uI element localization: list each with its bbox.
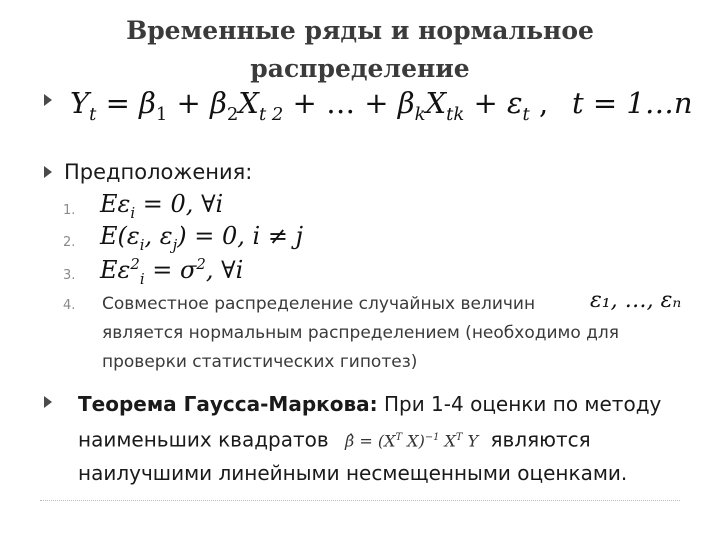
assumption-3-sup2: 2 — [196, 255, 206, 273]
formula-x2-sub: t 2 — [258, 103, 284, 125]
assumption-4-line: Совместное распределение случайных величин — [102, 294, 536, 314]
slide-title — [120, 12, 600, 88]
formula-y: Y — [70, 86, 90, 120]
assumption-1-sub: i — [130, 203, 136, 222]
ols-formula-sup1: T — [395, 432, 403, 443]
assumption-3-mid: = σ — [144, 256, 197, 284]
formula-betak: β — [397, 86, 415, 120]
bullet-arrow-icon — [44, 396, 52, 408]
assumption-number-4: 4. — [63, 298, 76, 313]
formula-x2: X — [238, 86, 259, 120]
formula-y-sub: t — [89, 103, 97, 125]
formula-eps: ε — [506, 86, 523, 120]
assumption-3-sub: i — [139, 269, 145, 288]
assumption-number-3: 3. — [63, 268, 76, 283]
assumption-2-main: E(ε — [100, 222, 140, 250]
formula-dots: + … + — [283, 86, 398, 120]
slide-title-line-1: Временные ряды и нормальное — [126, 16, 594, 45]
ols-formula-sup2: −1 — [424, 432, 440, 443]
theorem-text-before: При 1-4 оценки по методу наименьших квадратов — [78, 392, 662, 452]
assumption-3-sup: 2 — [130, 255, 140, 273]
assumption-3-main: Eε — [100, 256, 131, 284]
slide-title-line-2: распределение — [250, 54, 470, 83]
ols-formula-mid2: X — [439, 431, 456, 451]
theorem-name: Теорема Гаусса-Маркова: — [78, 392, 378, 416]
formula-beta1-sub: 1 — [155, 103, 168, 125]
formula-beta2: β — [210, 86, 227, 120]
formula-range: t = 1…n — [572, 86, 693, 120]
bottom-divider — [40, 500, 680, 501]
bullet-arrow-icon — [44, 94, 52, 106]
formula-comma: , — [529, 86, 549, 120]
assumption-2-rest: ) = 0, i ≠ j — [177, 222, 304, 250]
formula-betak-sub: k — [414, 103, 426, 125]
assumption-1-main: Eε — [100, 190, 131, 218]
assumption-2-mid: , ε — [144, 222, 173, 250]
assumption-formula-3 — [100, 255, 243, 288]
regression-formula — [70, 86, 548, 125]
formula-xk: X — [425, 86, 447, 120]
assumption-2-sub: i — [139, 235, 145, 254]
assumption-4-continuation: является нормальным распределением (необходимо для проверки статистических гипотез) — [102, 323, 620, 372]
formula-eq: = — [96, 86, 140, 120]
assumption-4-eps-range: ε₁, …, εₙ — [590, 288, 682, 313]
assumption-formula-1 — [100, 190, 223, 222]
ols-formula-mid: X) — [402, 431, 425, 451]
formula-xk-sub: tk — [446, 103, 465, 125]
assumption-2-sub2: j — [172, 235, 178, 254]
assumption-3-rest: , ∀i — [205, 256, 244, 284]
bullet-arrow-icon — [44, 166, 52, 178]
assumption-formula-2 — [100, 222, 303, 254]
theorem-text-after: являются наилучшими линейными несмещенными оценками. — [78, 427, 628, 486]
assumption-number-1: 1. — [63, 203, 76, 218]
assumptions-heading: Предположения: — [64, 160, 253, 184]
gauss-markov-theorem — [78, 388, 698, 490]
formula-plus: + — [167, 86, 211, 120]
formula-eps-sub: t — [522, 103, 530, 125]
formula-beta2-sub: 2 — [226, 103, 239, 125]
ols-formula-start: β̂ = (X — [345, 431, 396, 451]
assumption-1-rest: = 0, ∀i — [135, 190, 224, 218]
ols-formula-end: Y — [462, 431, 479, 451]
formula-plus-2: + — [464, 86, 507, 120]
ols-estimator-formula — [345, 421, 478, 457]
assumption-number-2: 2. — [63, 235, 76, 250]
ols-formula-sup3: T — [455, 432, 463, 443]
formula-beta1: β — [139, 86, 156, 120]
